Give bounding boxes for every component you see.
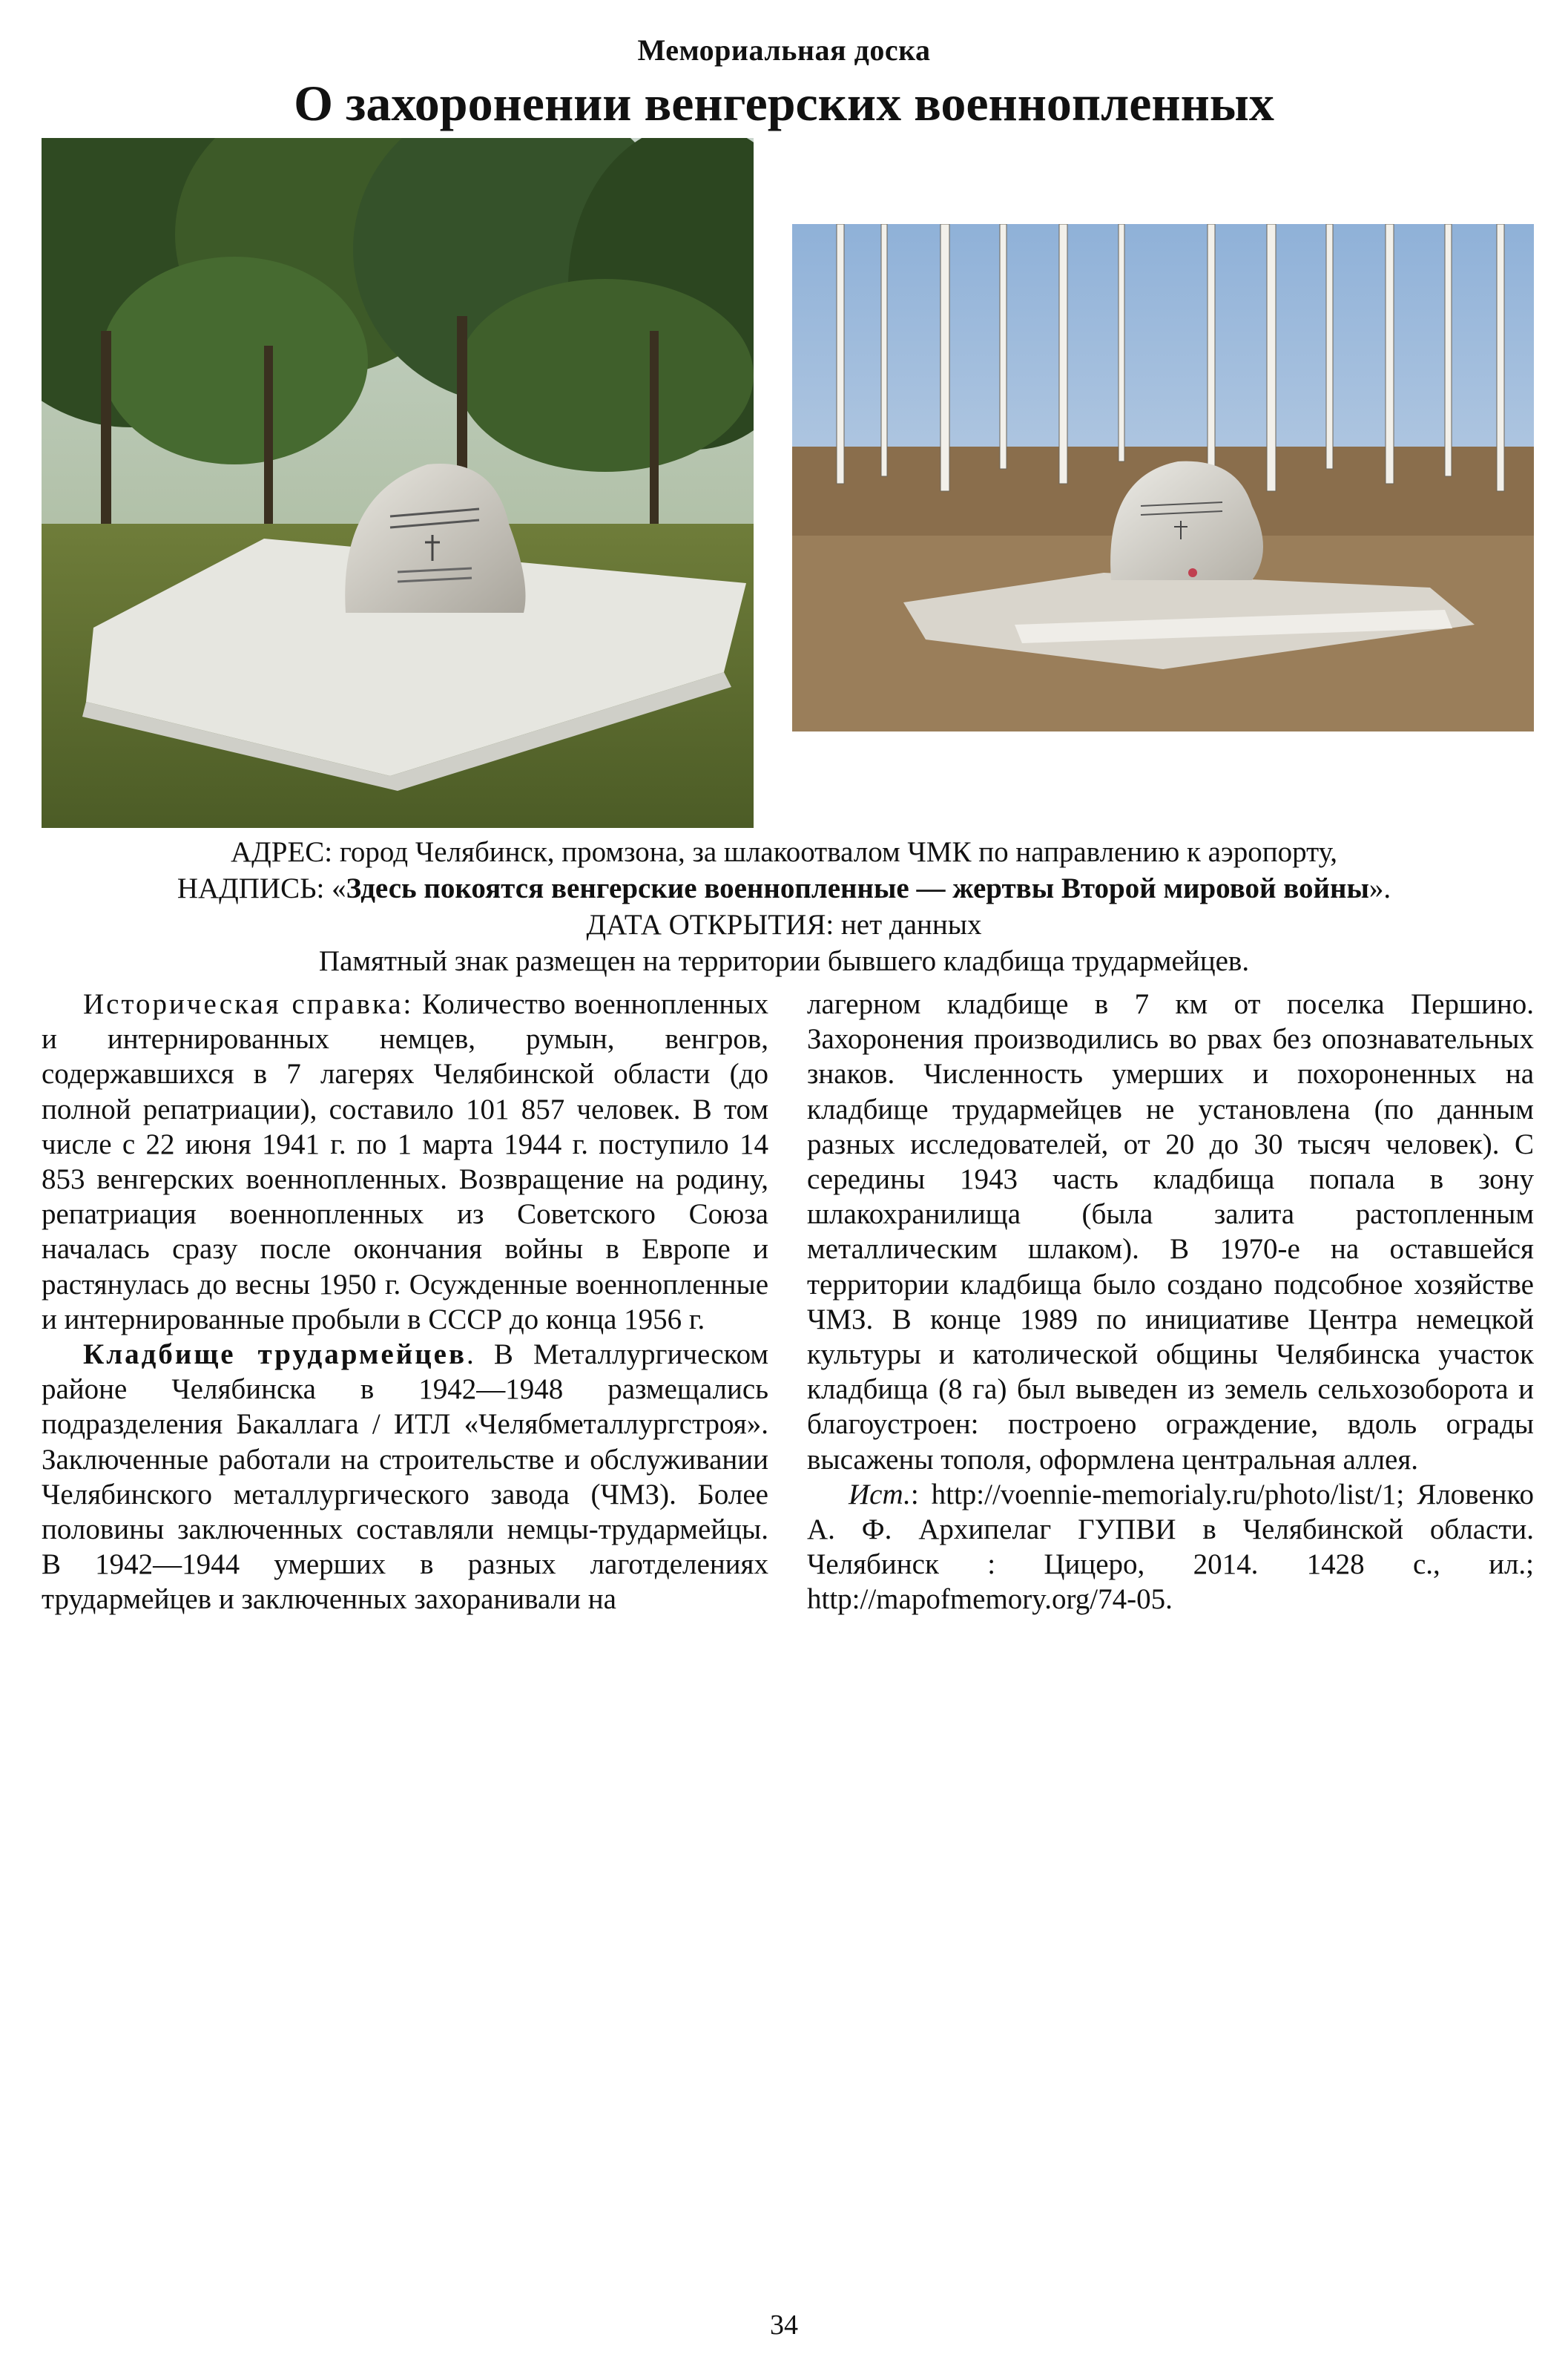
monument-photo-summer <box>42 138 754 828</box>
opening-date-line: ДАТА ОТКРЫТИЯ: нет данных <box>586 909 982 941</box>
left-column <box>42 987 768 1617</box>
caption-block <box>30 834 1538 979</box>
location-note: Памятный знак размещен на территории бывшего кладбища трудармейцев. <box>318 945 1250 977</box>
sources-paragraph: Ист.: http://voennie-memorialy.ru/photo/list/1; Яловенко А. Ф. Архипелаг ГУПВИ в Челябинской области. Челябинск : Цицеро, 2014. 1428 с., ил.; http://mapofmemory.org/74-05. <box>807 1478 1534 1616</box>
historical-note-paragraph: Историческая справка: Количество военнопленных и интернированных немцев, румын, венгров, содержавшихся в 7 лагерях Челябинской области (до полной репатриации), составило 101 857 человек. В том числе с 22 июня 1941 г. по 1 марта 1944 г. поступило 14 853 венгерских военнопленных. Возвращение на родину, репатриация военнопленных из Советского Союза началась сразу после окончания войны в Европе и растянулась до весны 1950 г. Осужденные военнопленные и интернированные пробыли в СССР до конца 1956 г. <box>42 988 768 1335</box>
address-line: АДРЕС: город Челябинск, промзона, за шлакоотвалом ЧМК по направлению к аэропорту, <box>231 836 1337 868</box>
right-column <box>807 987 1534 1617</box>
cemetery-continued-paragraph: лагерном кладбище в 7 км от поселка Першино. Захоронения производились во рвах без опознавательных знаков. Численность умерших и похороненных на кладбище трудармейцев не установлена (по данным разных исследователей, от 20 до 30 тысяч человек). С середины 1943 часть кладбища попала в зону шлакохранилища (была залита растопленным металлическим шлаком). В 1970-е на оставшейся территории кладбища было создано подсобное хозяйстве ЧМЗ. В конце 1989 по инициативе Центра немецкой культуры и католической общины Челябинска участок кладбища (8 га) был выведен из земель сельхозоборота и благоустроен: построено ограждение, вдоль ограды высажены тополя, оформлена центральная аллея. <box>807 988 1534 1476</box>
page-number: 34 <box>770 2309 798 2341</box>
cemetery-paragraph: Кладбище трудармейцев. В Металлургическом районе Челябинска в 1942—1948 размещались подразделения Бакаллага / ИТЛ «Челябметаллургстроя». Заключенные работали на строительстве и обслуживании Челябинского металлургического завода (ЧМЗ). Более половины заключенных составляли немцы-трудармейцы. В 1942—1944 умерших в разных лаготделениях трудармейцев и заключенных захоранивали на <box>42 1338 769 1616</box>
inscription-text: Здесь покоятся венгерские военнопленные — жертвы Второй мировой войны <box>346 872 1369 904</box>
monument-photo-spring <box>792 224 1534 731</box>
inscription-line: НАДПИСЬ: «Здесь покоятся венгерские военнопленные — жертвы Второй мировой войны». <box>177 872 1391 904</box>
supertitle: Мемориальная доска <box>637 33 931 67</box>
page-title: О захоронении венгерских военнопленных <box>294 75 1274 131</box>
